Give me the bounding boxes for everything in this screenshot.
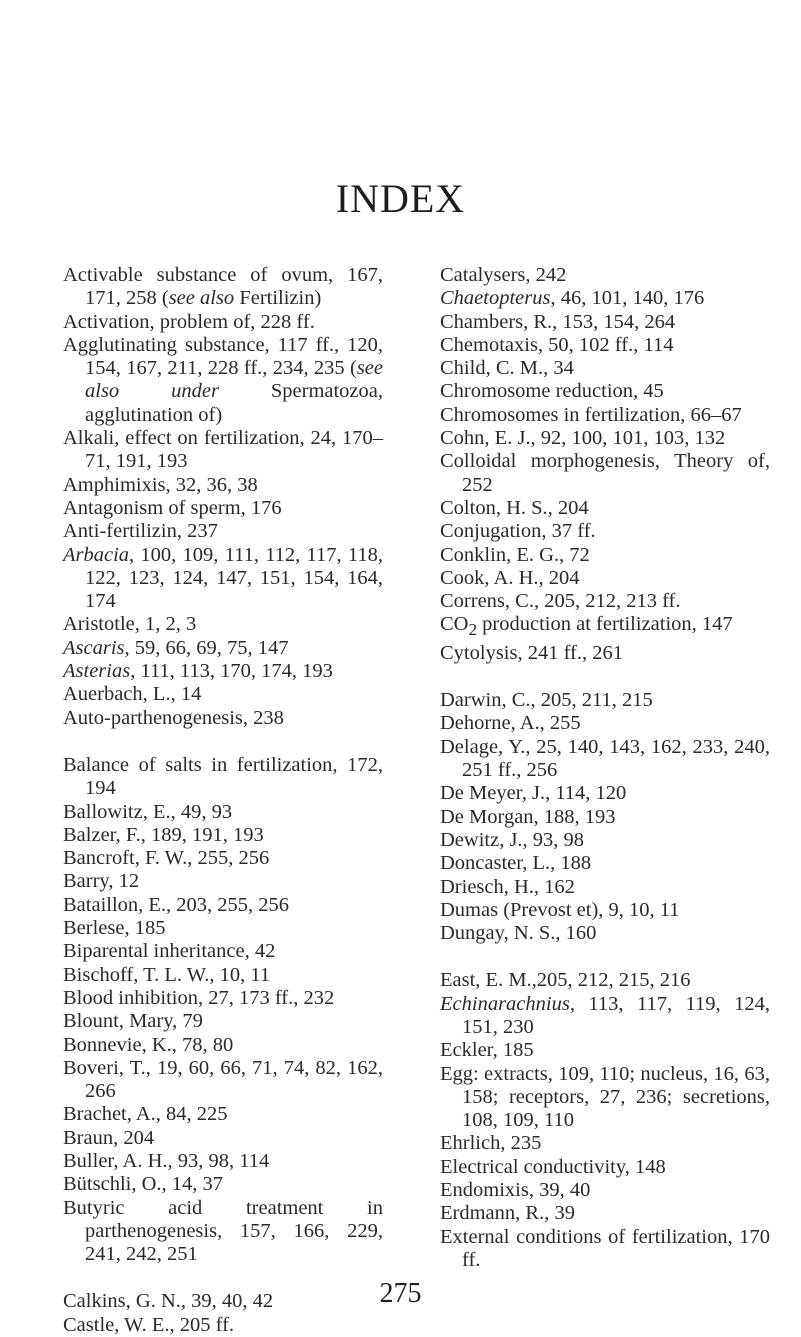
index-entry: Dehorne, A., 255 bbox=[440, 712, 581, 735]
index-entry: De Morgan, 188, 193 bbox=[440, 805, 616, 828]
index-entry: Bancroft, F. W., 255, 256 bbox=[63, 847, 270, 870]
index-entry: $CO_2$ production at fertilization, 147 bbox=[440, 613, 733, 640]
index-entry: Colton, H. S., 204 bbox=[440, 496, 589, 519]
index-entry: Auto-parthenogenesis, 238 bbox=[63, 706, 284, 729]
index-entry: Bataillon, E., 203, 255, 256 bbox=[63, 893, 290, 916]
index-entry: Castle, W. E., 205 ff. bbox=[63, 1313, 235, 1336]
index-entry: Erdmann, R., 39 bbox=[440, 1202, 575, 1225]
index-entry: Brachet, A., 84, 225 bbox=[63, 1103, 228, 1126]
index-entry: Biparental inheritance, 42 bbox=[63, 940, 276, 963]
index-entry: Endomixis, 39, 40 bbox=[440, 1179, 591, 1202]
index-entry: Asterias, 111, 113, 170, 174, 193 bbox=[63, 660, 333, 683]
index-entry: Agglutinating substance, 117 ff., 120, 154, 167, 211, 228 ff., 234, 235 (see also under Spermatozoa, agglutination of) bbox=[63, 333, 384, 426]
index-entry: Ballowitz, E., 49, 93 bbox=[63, 800, 233, 823]
index-entry: Dewitz, J., 93, 98 bbox=[440, 828, 585, 851]
index-entry: Anti-fertilizin, 237 bbox=[63, 520, 218, 543]
index-entry: Auerbach, L., 14 bbox=[63, 683, 202, 706]
index-entry: Activation, problem of, 228 ff. bbox=[63, 310, 315, 333]
index-entry: Cohn, E. J., 92, 100, 101, 103, 132 bbox=[440, 427, 726, 450]
index-entry: Doncaster, L., 188 bbox=[440, 852, 592, 875]
index-entry: Cook, A. H., 204 bbox=[440, 566, 580, 589]
index-column-left bbox=[63, 264, 383, 1337]
index-entry: Correns, C., 205, 212, 213 ff. bbox=[440, 590, 681, 613]
index-entry: Conjugation, 37 ff. bbox=[440, 520, 596, 543]
index-entry: Bütschli, O., 14, 37 bbox=[63, 1173, 224, 1196]
letter-group bbox=[63, 264, 383, 730]
index-entry: Driesch, H., 162 bbox=[440, 875, 575, 898]
index-entry: Amphimixis, 32, 36, 38 bbox=[63, 473, 258, 496]
index-entry: Dumas (Prevost et), 9, 10, 11 bbox=[440, 898, 680, 921]
index-entry: Braun, 204 bbox=[63, 1126, 155, 1149]
letter-group bbox=[63, 754, 383, 1267]
index-entry: Dungay, N. S., 160 bbox=[440, 922, 597, 945]
page-title: INDEX bbox=[335, 176, 466, 221]
index-entry: Berlese, 185 bbox=[63, 917, 166, 940]
index-entry: East, E. M.,205, 212, 215, 216 bbox=[440, 969, 691, 992]
letter-group-gap bbox=[440, 665, 770, 689]
letter-group bbox=[440, 689, 770, 945]
index-entry: Echinarachnius, 113, 117, 119, 124, 151, 230 bbox=[440, 992, 770, 1038]
index-entry: Delage, Y., 25, 140, 143, 162, 233, 240, 251 ff., 256 bbox=[440, 735, 770, 782]
letter-group bbox=[440, 264, 770, 665]
index-entry: Blount, Mary, 79 bbox=[63, 1010, 203, 1033]
index-entry: Chambers, R., 153, 154, 264 bbox=[440, 310, 676, 333]
letter-group-gap bbox=[440, 945, 770, 969]
index-entry: Child, C. M., 34 bbox=[440, 357, 574, 380]
letter-group-gap bbox=[63, 730, 383, 754]
index-entry: Darwin, C., 205, 211, 215 bbox=[440, 689, 653, 712]
index-entry: Chemotaxis, 50, 102 ff., 114 bbox=[440, 333, 674, 356]
index-entry: Butyric acid treatment in parthenogenesis, 157, 166, 229, 241, 242, 251 bbox=[63, 1196, 383, 1266]
index-entry: Buller, A. H., 93, 98, 114 bbox=[63, 1149, 270, 1172]
index-entry: Electrical conductivity, 148 bbox=[440, 1155, 666, 1178]
index-entry: De Meyer, J., 114, 120 bbox=[440, 782, 627, 805]
index-entry: Ehrlich, 235 bbox=[440, 1132, 542, 1155]
index-entry: Barry, 12 bbox=[63, 870, 140, 893]
index-column-right bbox=[440, 264, 770, 1272]
index-entry: Blood inhibition, 27, 173 ff., 232 bbox=[63, 986, 335, 1009]
index-entry: Balance of salts in fertilization, 172, 194 bbox=[63, 753, 383, 800]
index-entry: Chromosome reduction, 45 bbox=[440, 380, 664, 403]
index-entry: Balzer, F., 189, 191, 193 bbox=[63, 823, 264, 846]
index-entry: Ascaris, 59, 66, 69, 75, 147 bbox=[63, 636, 289, 659]
index-entry: Chromosomes in fertilization, 66–67 bbox=[440, 403, 742, 426]
index-entry: Boveri, T., 19, 60, 66, 71, 74, 82, 162, 266 bbox=[63, 1056, 383, 1103]
index-entry: External conditions of fertilization, 170 ff. bbox=[440, 1225, 770, 1271]
index-entry: Alkali, effect on fertilization, 24, 170–71, 191, 193 bbox=[63, 427, 383, 473]
index-entry: Calkins, G. N., 39, 40, 42 bbox=[63, 1290, 274, 1313]
index-entry: Cytolysis, 241 ff., 261 bbox=[440, 641, 623, 664]
index-entry: Arbacia, 100, 109, 111, 112, 117, 118, 122, 123, 124, 147, 151, 154, 164, 174 bbox=[63, 543, 383, 613]
index-entry: Colloidal morphogenesis, Theory of, 252 bbox=[440, 450, 770, 496]
index-entry: Conklin, E. G., 72 bbox=[440, 543, 590, 566]
index-entry: Eckler, 185 bbox=[440, 1039, 534, 1062]
index-entry: Chaetopterus, 46, 101, 140, 176 bbox=[440, 287, 705, 310]
index-entry: Egg: extracts, 109, 110; nucleus, 16, 63, 158; receptors, 27, 236; secretions, 108, 109, 110 bbox=[440, 1062, 770, 1132]
index-entry: Aristotle, 1, 2, 3 bbox=[63, 613, 197, 636]
index-entry: Catalysers, 242 bbox=[440, 264, 567, 286]
index-entry: Antagonism of sperm, 176 bbox=[63, 496, 282, 519]
index-entry: Bischoff, T. L. W., 10, 11 bbox=[63, 963, 271, 986]
index-entry: Bonnevie, K., 78, 80 bbox=[63, 1033, 234, 1056]
page-number: 275 bbox=[379, 1278, 422, 1309]
letter-group bbox=[440, 969, 770, 1272]
index-entry: Activable substance of ovum, 167, 171, 258 (see also Fertilizin) bbox=[63, 264, 383, 310]
